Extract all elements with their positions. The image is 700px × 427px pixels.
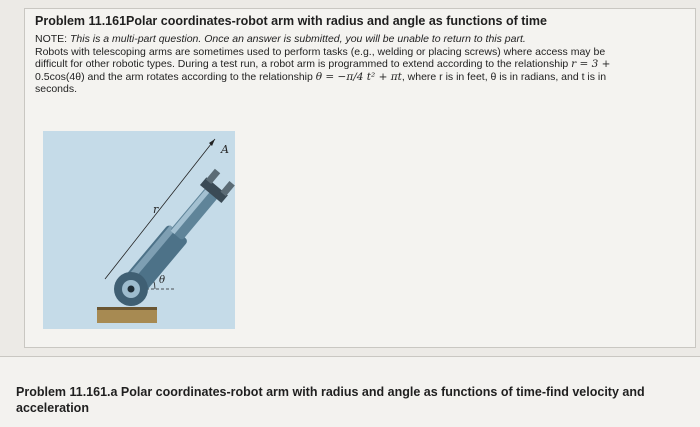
body-line-2 (35, 58, 675, 71)
label-r: r (153, 203, 159, 216)
note-label: NOTE: (35, 33, 68, 45)
problem-body (35, 33, 675, 96)
part-a-card (0, 356, 700, 427)
label-A: A (221, 143, 229, 156)
label-theta: θ (159, 275, 166, 286)
body-line-2-text: difficult for other robotic types. During a test run, a robot arm is programmed to extend according to the relationship (35, 58, 569, 71)
robot-arm-figure (43, 131, 235, 329)
arm-inner-tube (170, 187, 218, 240)
ground-edge (97, 307, 157, 310)
part-a-title: Problem 11.161.a Polar coordinates-robot arm with radius and angle as functions of time-find velocity and acceleration (16, 385, 645, 415)
body-line-3b: , where r is in feet, θ is in radians, and t is in (401, 70, 607, 83)
body-line-3a: 0.5cos(4θ) and the arm rotates according to the relationship (35, 70, 313, 83)
body-line-3 (35, 71, 675, 84)
body-line-4: seconds. (35, 83, 78, 96)
note-line (35, 33, 675, 46)
body-line-1: Robots with telescoping arms are sometimes used to perform tasks (e.g., welding or placing screws) where access may be (35, 45, 606, 58)
note-text: This is a multi-part question. Once an answer is submitted, you will be unable to return to this part. (70, 33, 526, 45)
problem-card (24, 8, 696, 348)
problem-title: Problem 11.161Polar coordinates-robot arm with radius and angle as functions of time (35, 14, 547, 28)
robot-arm-diagram (43, 131, 235, 329)
ground-block (97, 309, 157, 323)
base-pivot (128, 286, 135, 293)
theta-equation: θ = −π/4 t² + πt (315, 70, 402, 83)
r-equation: r = 3 + (571, 58, 611, 71)
